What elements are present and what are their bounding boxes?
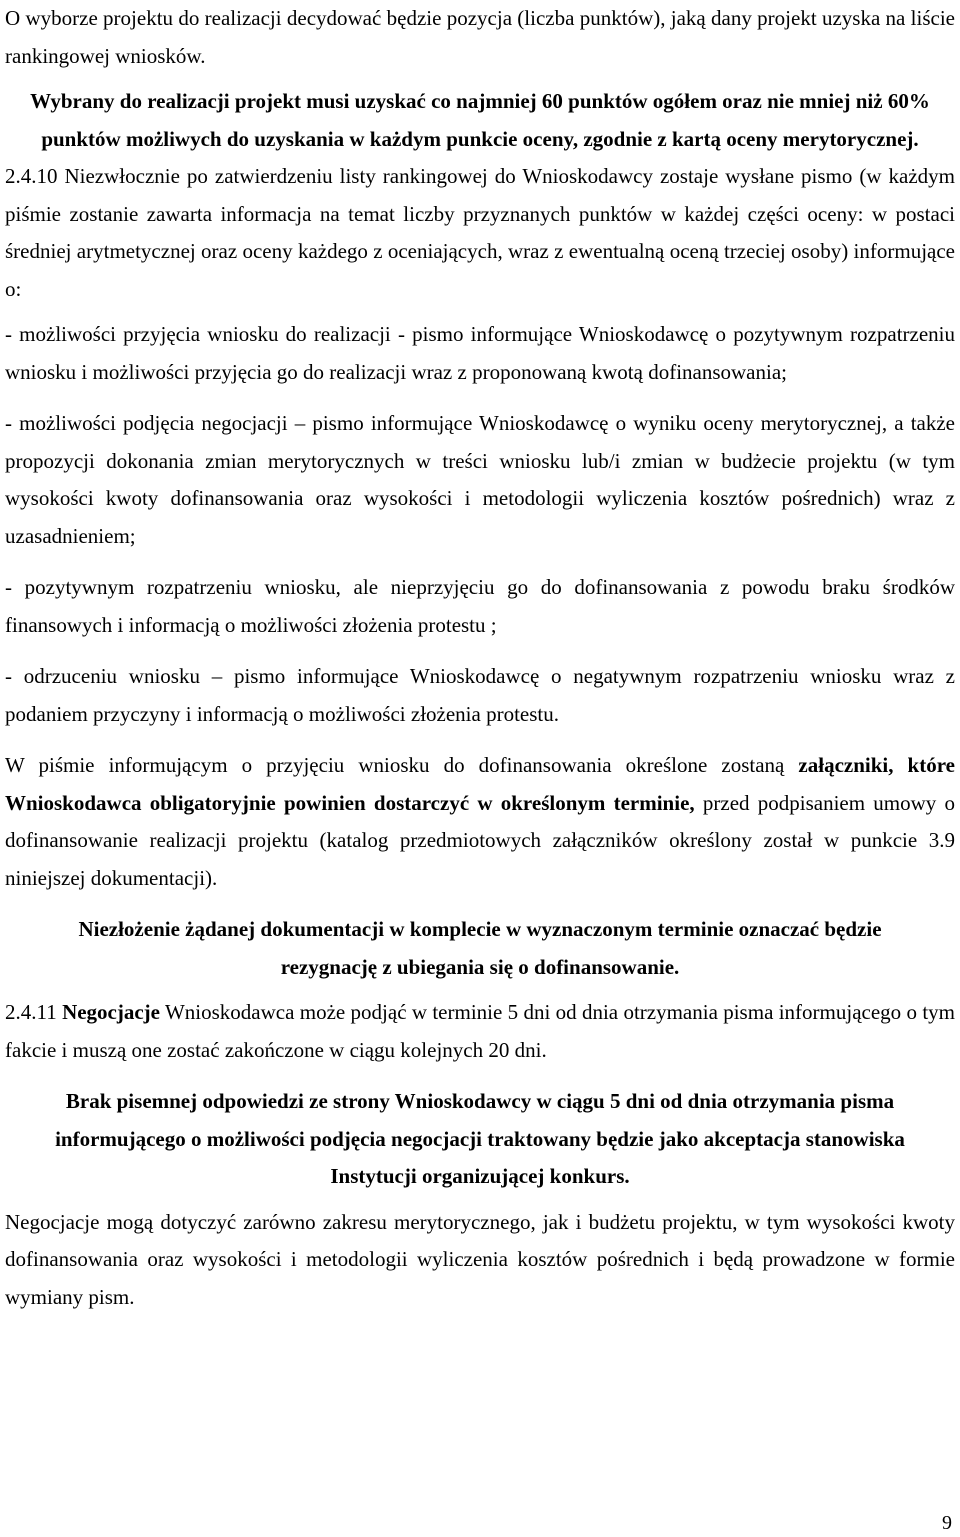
paragraph-2-4-11 — [5, 994, 955, 1069]
paragraph-negotiation-scope: Negocjacje mogą dotyczyć zarówno zakresu merytorycznego, jak i budżetu projektu, w tym wysokości kwoty dofinansowania oraz wysokości i metodologii wyliczenia kosztów pośrednich i będą prowadzone w formie wymiany pism. — [5, 1209, 955, 1309]
section-number: 2.4.11 — [5, 1000, 63, 1024]
attachments-text-rest: przed podpisaniem umowy o dofinansowanie realizacji projektu (katalog przedmiotowych załączników określony został w punkcie 3.9 niniejszej dokumentacji). — [5, 790, 956, 890]
paragraph-no-response-warning: Brak pisemnej odpowiedzi ze strony Wnioskodawcy w ciągu 5 dni od dnia otrzymania pisma informującego o możliwości podjęcia negocjacji traktowany będzie jako akceptacja stanowiska Instytucji organizującej konkurs. — [55, 1089, 905, 1188]
page-number: 9 — [942, 1512, 952, 1534]
attachments-text-bold: załączniki, które Wnioskodawca obligatoryjnie powinien dostarczyć w określonym terminie, — [5, 753, 955, 815]
negotiation-text: Wnioskodawca może podjąć w terminie 5 dni od dnia otrzymania pisma informującego o tym fakcie i muszą one zostać zakończone w ciągu kolejnych 20 dni. — [5, 1000, 955, 1062]
paragraph-missing-documents-warning: Niezłożenie żądanej dokumentacji w komplecie w wyznaczonym terminie oznaczać będzie rezygnację z ubiegania się o dofinansowanie. — [78, 917, 882, 979]
list-item-rejection: - odrzuceniu wniosku – pismo informujące Wnioskodawcę o negatywnym rozpatrzeniu wniosku wraz z podaniem przyczyny i informacją o możliwości złożenia protestu. — [5, 664, 955, 726]
paragraph-minimum-points: Wybrany do realizacji projekt musi uzyskać co najmniej 60 punktów ogółem oraz nie mniej niż 60% punktów możliwych do uzyskania w każdym punkcie oceny, zgodnie z kartą oceny merytorycznej. — [30, 89, 930, 151]
list-item-negotiation: - możliwości podjęcia negocjacji – pismo informujące Wnioskodawcę o wyniku oceny merytorycznej, a także propozycji dokonania zmian merytorycznych w treści wniosku lub/i zmian w budżecie projektu (w tym wysokości kwoty dofinansowania oraz wysokości i metodologii wyliczenia kosztów pośrednich) wraz z uzasadnieniem; — [5, 411, 955, 548]
list-item-acceptance: - możliwości przyjęcia wniosku do realizacji - pismo informujące Wnioskodawcę o pozytywnym rozpatrzeniu wniosku i możliwości przyjęcia go do realizacji wraz z proponowaną kwotą dofinansowania; — [5, 322, 955, 384]
negotiation-heading: Negocjacje — [62, 1000, 160, 1024]
paragraph-project-selection: O wyborze projektu do realizacji decydować będzie pozycja (liczba punktów), jaką dany projekt uzyska na liście rankingowej wniosków. — [5, 6, 955, 68]
list-item-reserve-list: - pozytywnym rozpatrzeniu wniosku, ale nieprzyjęciu go do dofinansowania z powodu braku środków finansowych i informacją o możliwości złożenia protestu ; — [5, 575, 955, 637]
paragraph-attachments — [5, 747, 955, 897]
paragraph-2-4-10: 2.4.10 Niezwłocznie po zatwierdzeniu listy rankingowej do Wnioskodawcy zostaje wysłane pismo (w każdym piśmie zostanie zawarta informacja na temat liczby przyznanych punktów w każdej części oceny: w postaci średniej arytmetycznej oraz oceny każdego z oceniających, wraz z ewentualną oceną trzeciej osoby) informujące o: — [5, 164, 955, 301]
document-page — [5, 0, 955, 1316]
attachments-text-intro: W piśmie informującym o przyjęciu wniosku do dofinansowania określone zostaną — [5, 753, 799, 777]
